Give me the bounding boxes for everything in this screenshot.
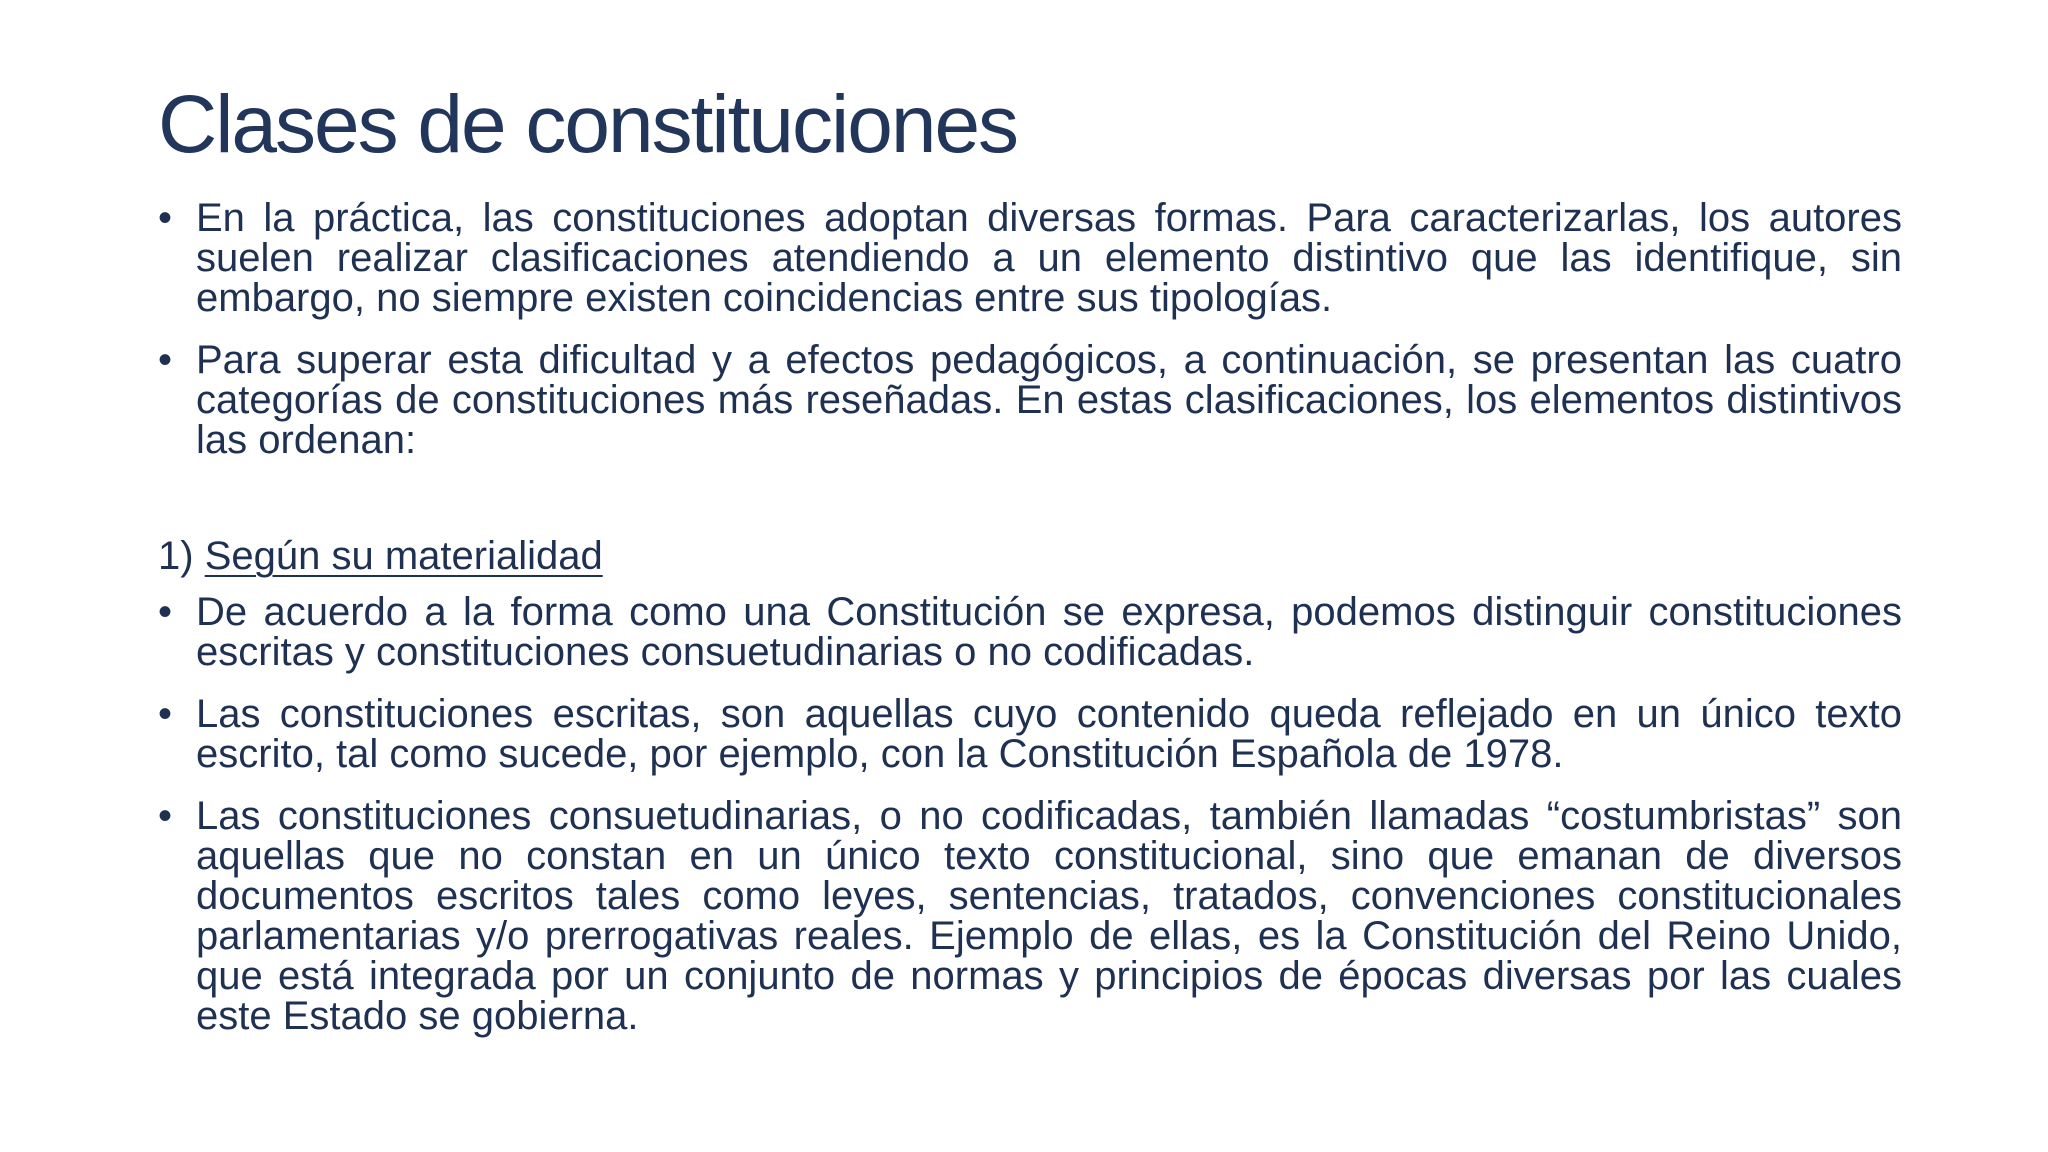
bullet-item [158,592,1902,672]
bullet-item [158,694,1902,774]
bullet-dot-icon: • [158,794,173,838]
spacer [158,482,1902,536]
bullet-text: En la práctica, las constituciones adoptan diversas formas. Para caracterizarlas, los autores suelen realizar clasificaciones atendiendo a un elemento distintivo que las identifique, sin embargo, no siempre existen coincidencias entre sus tipologías. [196,196,1902,320]
bullet-dot-icon: • [158,590,173,634]
section-label: Según su materialidad [204,534,603,578]
bullet-item [158,198,1902,318]
bullet-text: Las constituciones escritas, son aquellas cuyo contenido queda reflejado en un único texto escrito, tal como sucede, por ejemplo, con la Constitución Española de 1978. [196,692,1902,776]
bullet-item [158,796,1902,1036]
slide-title: Clases de constituciones [158,79,1018,170]
bullet-dot-icon: • [158,196,173,240]
section-number: 1) [158,534,194,578]
bullet-text: Para superar esta dificultad y a efectos pedagógicos, a continuación, se presentan las cuatro categorías de constituciones más reseñadas. En estas clasificaciones, los elementos distintivos las ordenan: [196,338,1902,462]
section-heading [158,536,1902,576]
bullet-text: De acuerdo a la forma como una Constitución se expresa, podemos distinguir constituciones escritas y constituciones consuetudinarias o no codificadas. [196,590,1902,674]
bullet-text: Las constituciones consuetudinarias, o no codificadas, también llamadas “costumbristas” son aquellas que no constan en un único texto constitucional, sino que emanan de diversos documentos escritos tales como leyes, sentencias, tratados, convenciones constitucionales parlamentarias y/o prerrogativas reales. Ejemplo de ellas, es la Constitución del Reino Unido, que está integrada por un conjunto de normas y principios de épocas diversas por las cuales este Estado se gobierna. [196,794,1902,1038]
bullet-item [158,340,1902,460]
bullet-dot-icon: • [158,338,173,382]
slide-content [158,198,1902,1058]
bullet-dot-icon: • [158,692,173,736]
